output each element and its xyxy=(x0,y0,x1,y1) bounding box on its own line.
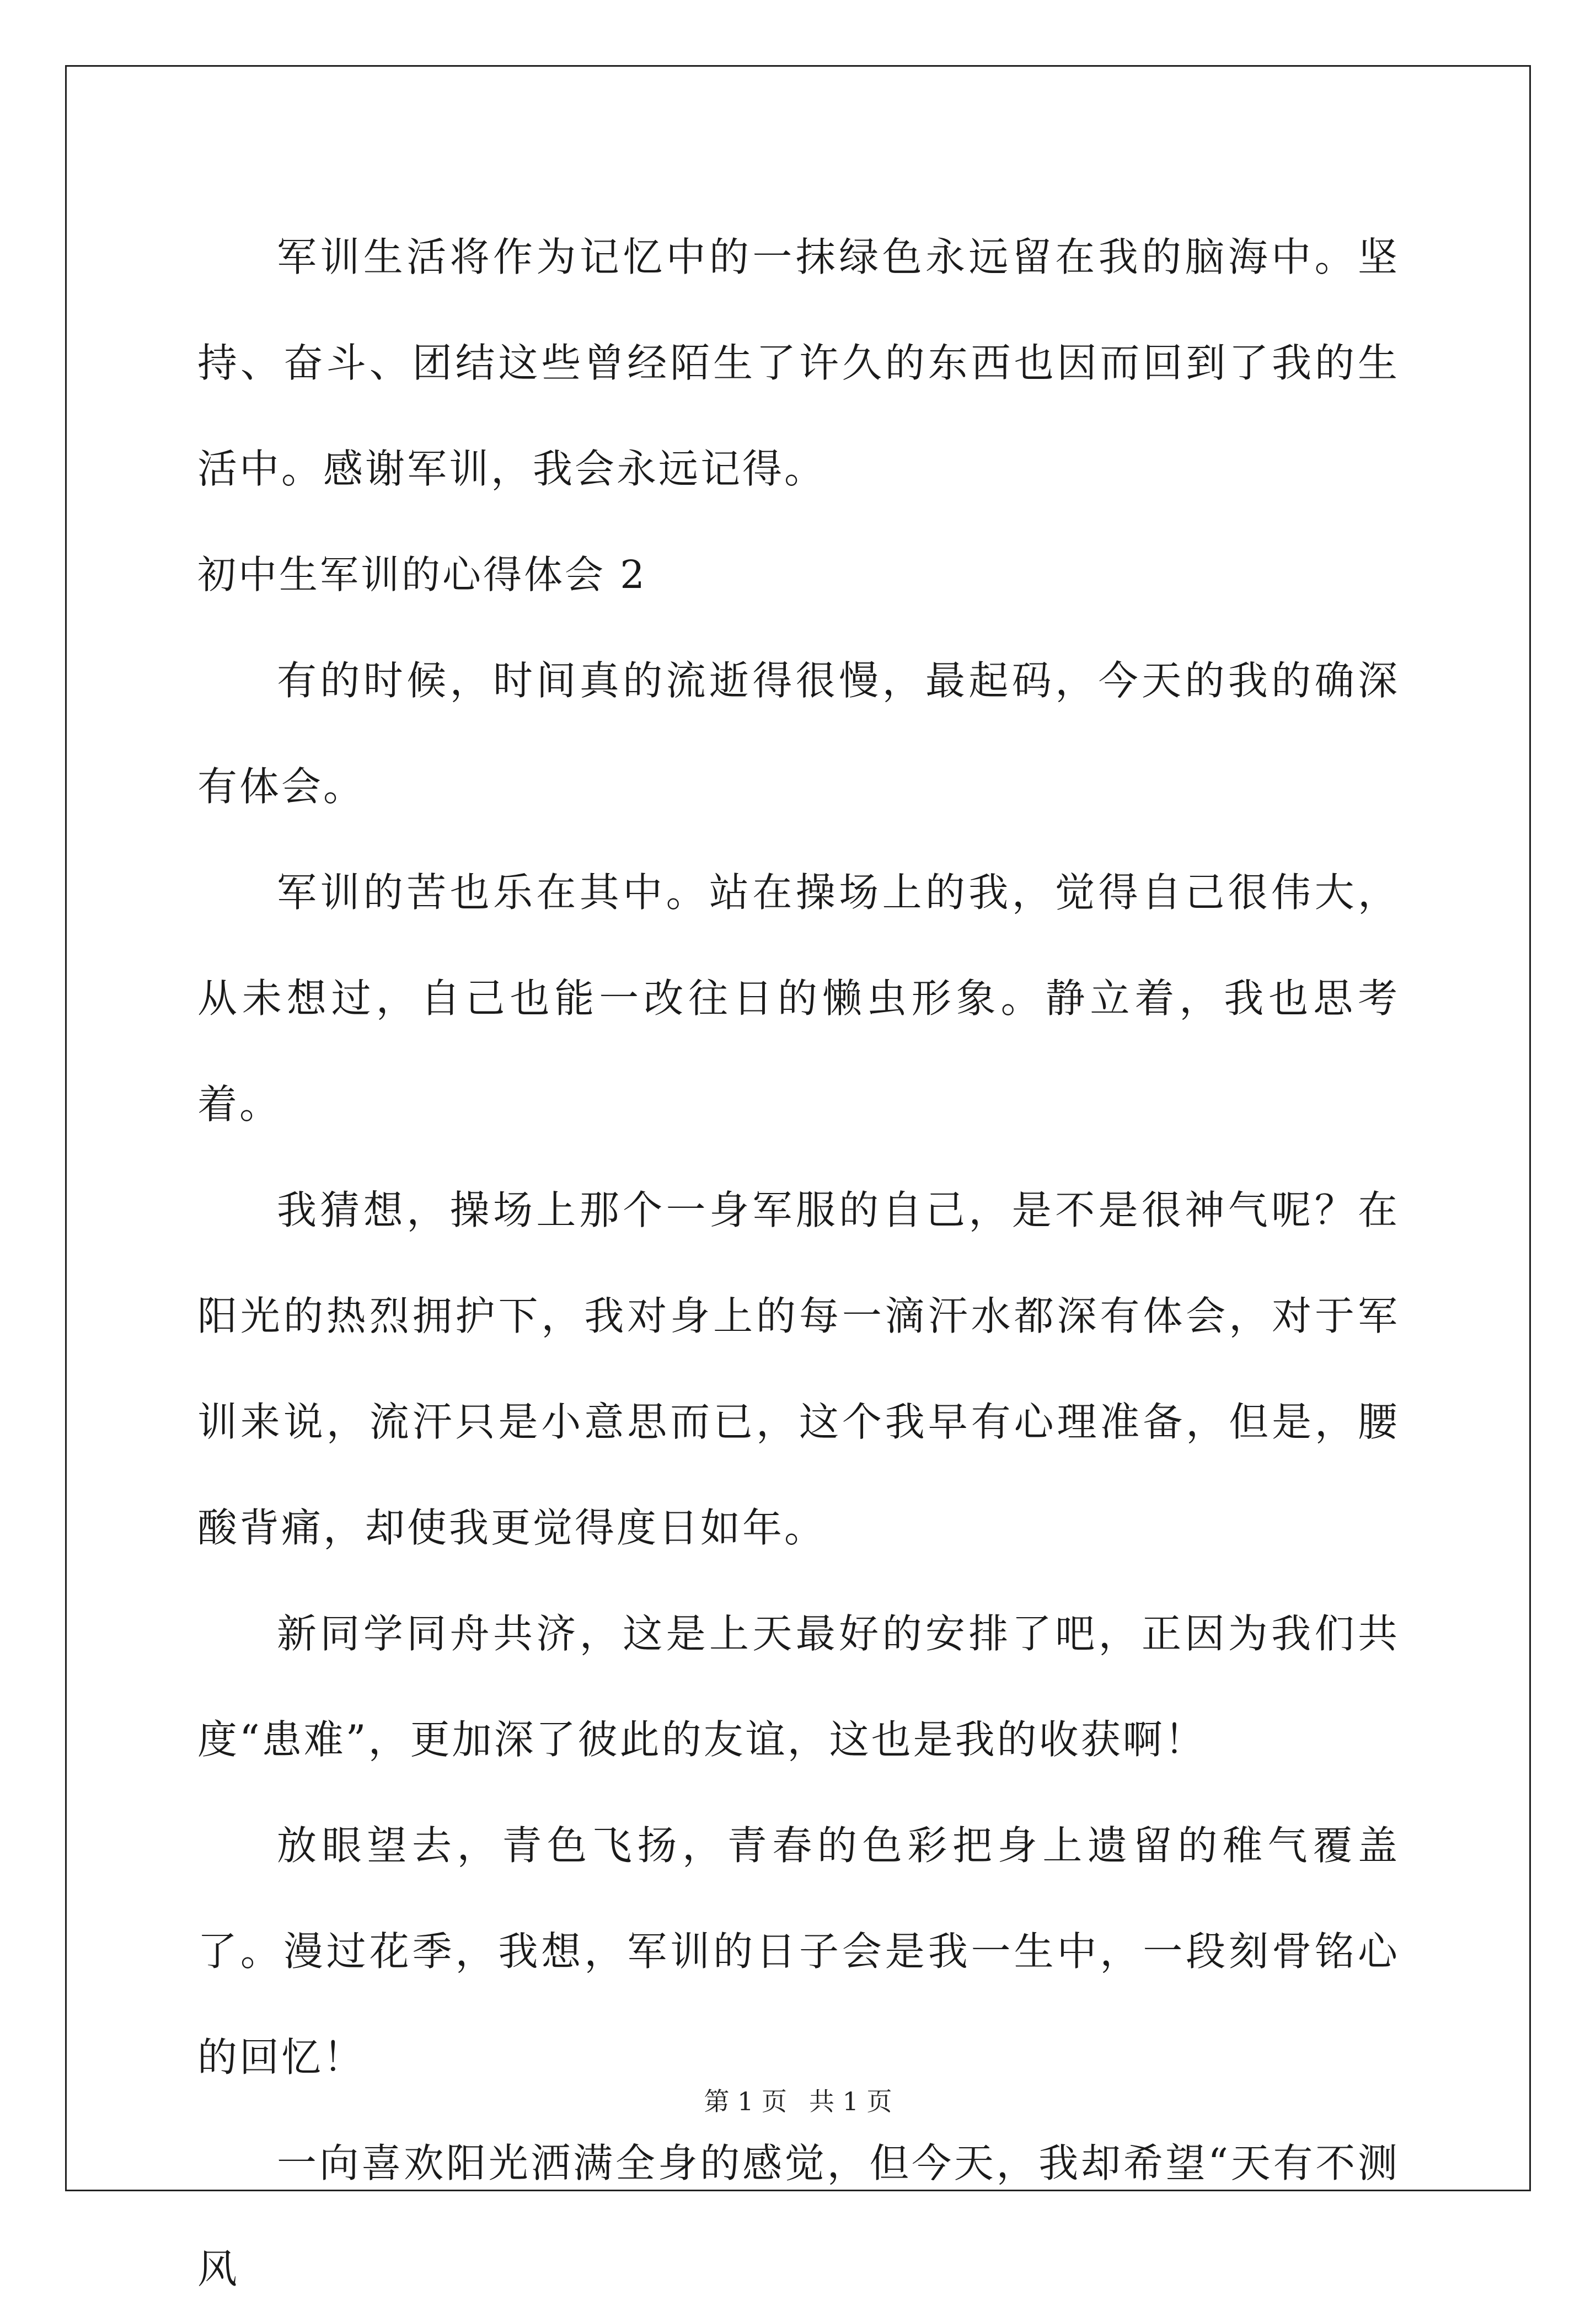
paragraph-6: 放眼望去，青色飞扬，青春的色彩把身上遗留的稚气覆盖了。漫过花季，我想，军训的日子会是我一生中，一段刻骨铭心的回忆！ xyxy=(197,1822,1400,2080)
paragraph-5: 新同学同舟共济，这是上天最好的安排了吧，正因为我们共度“患难”，更加深了彼此的友谊，这也是我的收获啊！ xyxy=(197,1611,1400,1763)
page-total: 共 1 页 xyxy=(809,2086,892,2116)
paragraph-3: 军训的苦也乐在其中。站在操场上的我，觉得自己很伟大，从未想过，自己也能一改往日的懒虫形象。静立着，我也思考着。 xyxy=(197,869,1400,1127)
page-footer xyxy=(0,2085,1596,2118)
document-body xyxy=(197,204,1400,2322)
paragraph-7: 一向喜欢阳光洒满全身的感觉，但今天，我却希望“天有不测风 xyxy=(197,2140,1400,2292)
page-number: 第 1 页 xyxy=(704,2086,787,2116)
paragraph-4: 我猜想，操场上那个一身军服的自己，是不是很神气呢？在阳光的热烈拥护下，我对身上的每一滴汗水都深有体会，对于军训来说，流汗只是小意思而已，这个我早有心理准备，但是，腰酸背痛，却使我更觉得度日如年。 xyxy=(197,1187,1400,1551)
paragraph-1: 军训生活将作为记忆中的一抹绿色永远留在我的脑海中。坚持、奋斗、团结这些曾经陌生了许久的东西也因而回到了我的生活中。感谢军训，我会永远记得。 xyxy=(197,234,1400,492)
section-heading: 初中生军训的心得体会 2 xyxy=(197,552,647,597)
paragraph-2: 有的时候，时间真的流逝得很慢，最起码，今天的我的确深有体会。 xyxy=(197,657,1400,810)
